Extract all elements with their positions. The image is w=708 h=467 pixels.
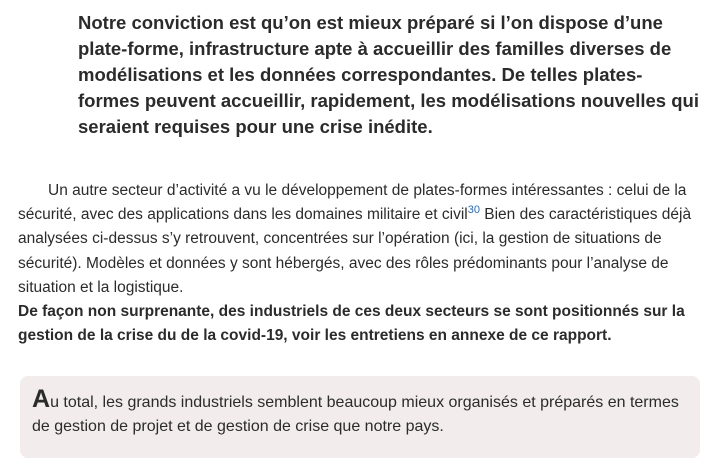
paragraph1-text: Un autre secteur d’activité a vu le développement de plates-formes intéressantes : celui de la sécurité, avec des applications dans les domaines militaire et civil [18,182,687,224]
summary-text: u total, les grands industriels semblent beaucoup mieux organisés et préparés en termes de gestion de projet et de gestion de crise que notre pays. [32,394,679,435]
summary-paragraph [32,385,686,439]
summary-dropcap: A [32,385,51,413]
summary-box [20,376,700,458]
paragraph-security-platforms [18,179,700,300]
callout-text: Notre conviction est qu’on est mieux préparé si l’on dispose d’une plate-forme, infrastructure apte à accueillir des familles diverses de modélisations et les données correspondantes. De telles plates-formes peuvent accueillir, rapidement, les modélisations nouvelles qui seraient requises pour une crise inédite. [78,12,699,137]
body-section [18,179,700,348]
footnote-reference-link[interactable]: 30 [467,204,480,217]
paragraph1-continuation: Bien des caractéristiques déjà analysées ci-dessus s’y retrouvent, concentrées sur l’opération (ici, la gestion de situations de sécurité). Modèles et données y sont hébergés, avec des rôles prédominants pour l’analyse de situation et la logistique. [18,206,692,296]
paragraph-industrials-covid: De façon non surprenante, des industriels de ces deux secteurs se sont positionnés sur la gestion de la crise du de la covid-19, voir les entretiens en annexe de ce rapport. [18,303,685,345]
key-conviction-callout [78,10,700,140]
